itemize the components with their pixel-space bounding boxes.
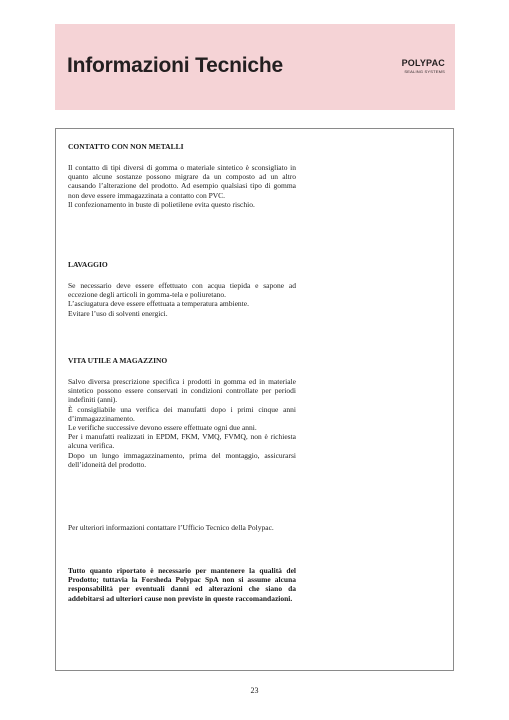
section-vita-utile — [68, 356, 296, 469]
page-number: 23 — [250, 686, 259, 695]
logo-tagline: SEALING SYSTEMS — [404, 69, 445, 74]
logo-name: POLYPAC — [401, 58, 445, 68]
section-lavaggio — [68, 260, 296, 318]
section-text: Se necessario deve essere effettuato con acqua tiepida e sapone ad eccezione degli articoli in gomma-tela e poliuretano. L’asciugatura deve essere effettuata a temperatura ambiente. Evitare l’uso di solventi energici. — [68, 281, 296, 318]
section-title: CONTATTO CON NON METALLI — [68, 142, 184, 151]
section-title: LAVAGGIO — [68, 260, 108, 269]
contact-note — [68, 523, 296, 532]
header-banner — [55, 24, 455, 110]
disclaimer-text: Tutto quanto riportato è necessario per mantenere la qualità del Prodotto; tuttavia la Forsheda Polypac SpA non si assume alcuna responsabilità per eventuali danni ed alterazioni che siano da addebitarsi ad ulteriori cause non previste in queste raccomandazioni. — [68, 566, 296, 603]
section-title: VITA UTILE A MAGAZZINO — [68, 356, 168, 365]
section-text: Il contatto di tipi diversi di gomma o materiale sintetico è sconsigliato in quanto alcune sostanze possono migrare da un composto ad un altro causando l’alterazione del prodotto. Ad esempio qualsiasi tipo di gomma non deve essere immagazzinata a contatto con PVC. Il confezionamento in buste di polietilene evita questo rischio. — [68, 163, 296, 209]
page-title: Informazioni Tecniche — [67, 54, 283, 77]
contact-text: Per ulteriori informazioni contattare l’Ufficio Tecnico della Polypac. — [68, 523, 274, 532]
content-box — [55, 128, 454, 671]
disclaimer — [68, 566, 296, 603]
section-contatto — [68, 142, 296, 209]
polypac-logo — [402, 58, 445, 74]
section-text: Salvo diversa prescrizione specifica i prodotti in gomma ed in materiale sintetico possono essere conservati in condizioni controllate per periodi indefiniti (anni). È consigliabile una verifica dei manufatti dopo i primi cinque anni d’immagazzinamento. Le verifiche successive devono essere effettuate ogni due anni. Per i manufatti realizzati in EPDM, FKM, VMQ, FVMQ, non è richiesta alcuna verifica. Dopo un lungo immagazzinamento, prima del montaggio, assicurarsi dell’idoneità del prodotto. — [68, 377, 296, 469]
